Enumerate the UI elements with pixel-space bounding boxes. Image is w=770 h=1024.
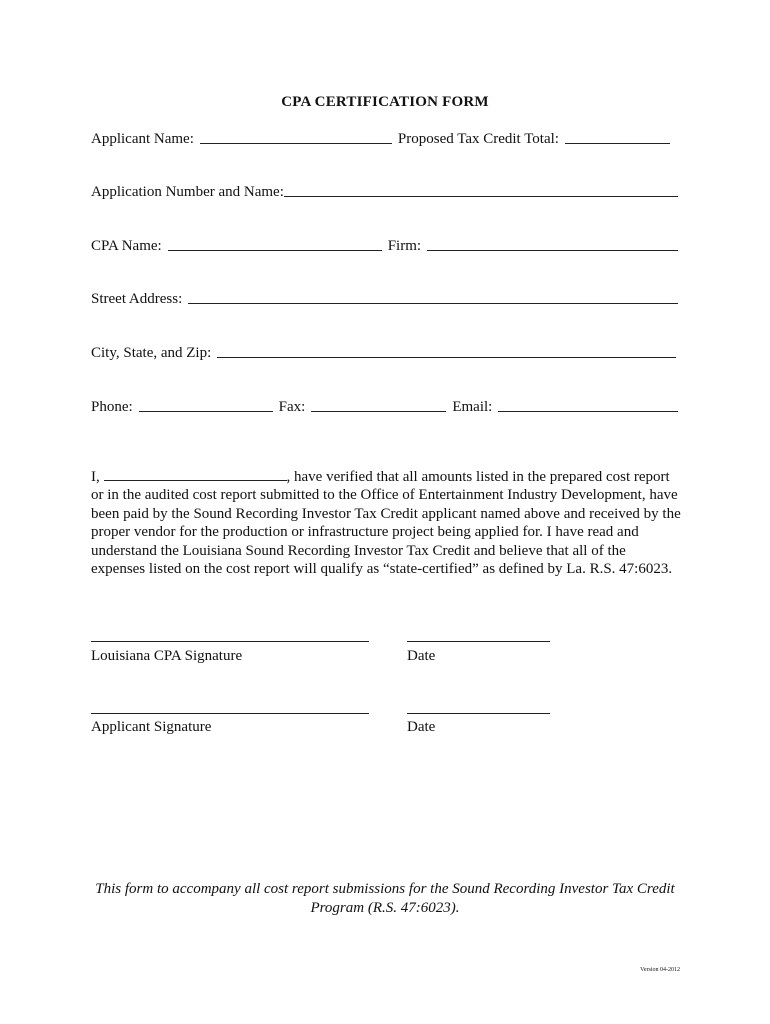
footer-note xyxy=(80,880,690,918)
city-field[interactable] xyxy=(217,357,676,358)
application-row xyxy=(91,181,678,201)
certification-paragraph xyxy=(91,468,681,578)
applicant-date-label: Date xyxy=(407,719,436,735)
cpa-signature-line[interactable] xyxy=(91,641,369,642)
applicant-signature-line[interactable] xyxy=(91,713,369,714)
application-label: Application Number and Name: xyxy=(91,184,284,200)
applicant-row xyxy=(91,128,678,148)
cpa-row xyxy=(91,235,678,255)
city-row xyxy=(91,342,678,362)
applicant-name-label: Applicant Name: xyxy=(91,131,194,147)
fax-field[interactable] xyxy=(311,411,446,412)
phone-label: Phone: xyxy=(91,399,133,415)
email-label: Email: xyxy=(452,399,493,415)
street-label: Street Address: xyxy=(91,291,183,307)
application-field[interactable] xyxy=(284,196,678,197)
cpa-name-label: CPA Name: xyxy=(91,238,162,254)
version-label: Version 04-2012 xyxy=(640,967,680,973)
contact-row xyxy=(91,396,678,416)
applicant-date-line[interactable] xyxy=(407,713,550,714)
email-field[interactable] xyxy=(498,411,678,412)
firm-label: Firm: xyxy=(387,238,422,254)
footer-note-line1: This form to accompany all cost report submissions for the Sound Recording Investor Tax Credit xyxy=(95,881,675,897)
fax-label: Fax: xyxy=(278,399,306,415)
proposed-total-field[interactable] xyxy=(565,143,670,144)
cpa-date-label: Date xyxy=(407,648,436,664)
firm-field[interactable] xyxy=(427,250,678,251)
certifier-name-field[interactable] xyxy=(104,470,287,481)
certification-prefix: I, xyxy=(91,469,100,485)
applicant-name-field[interactable] xyxy=(200,143,392,144)
form-title: CPA CERTIFICATION FORM xyxy=(281,94,489,110)
cpa-signature-label: Louisiana CPA Signature xyxy=(91,648,243,664)
street-row xyxy=(91,288,678,308)
city-label: City, State, and Zip: xyxy=(91,345,212,361)
cpa-name-field[interactable] xyxy=(168,250,382,251)
proposed-total-label: Proposed Tax Credit Total: xyxy=(397,131,559,147)
street-field[interactable] xyxy=(188,303,678,304)
footer-note-line2: Program (R.S. 47:6023). xyxy=(310,900,460,916)
cpa-date-line[interactable] xyxy=(407,641,550,642)
certification-text: , have verified that all amounts listed in the prepared cost report or in the audited cost report submitted to the Office of Entertainment Industry Development, have been paid by the Sound Recording Investor Tax Credit applicant named above and received by the proper vendor for the production or infrastructure project being applied for. I have read and understand the Louisiana Sound Recording Investor Tax Credit and believe that all of the expenses listed on the cost report will qualify as “state-certified” as defined by La. R.S. 47:6023. xyxy=(91,469,681,578)
phone-field[interactable] xyxy=(139,411,273,412)
applicant-signature-label: Applicant Signature xyxy=(91,719,212,735)
